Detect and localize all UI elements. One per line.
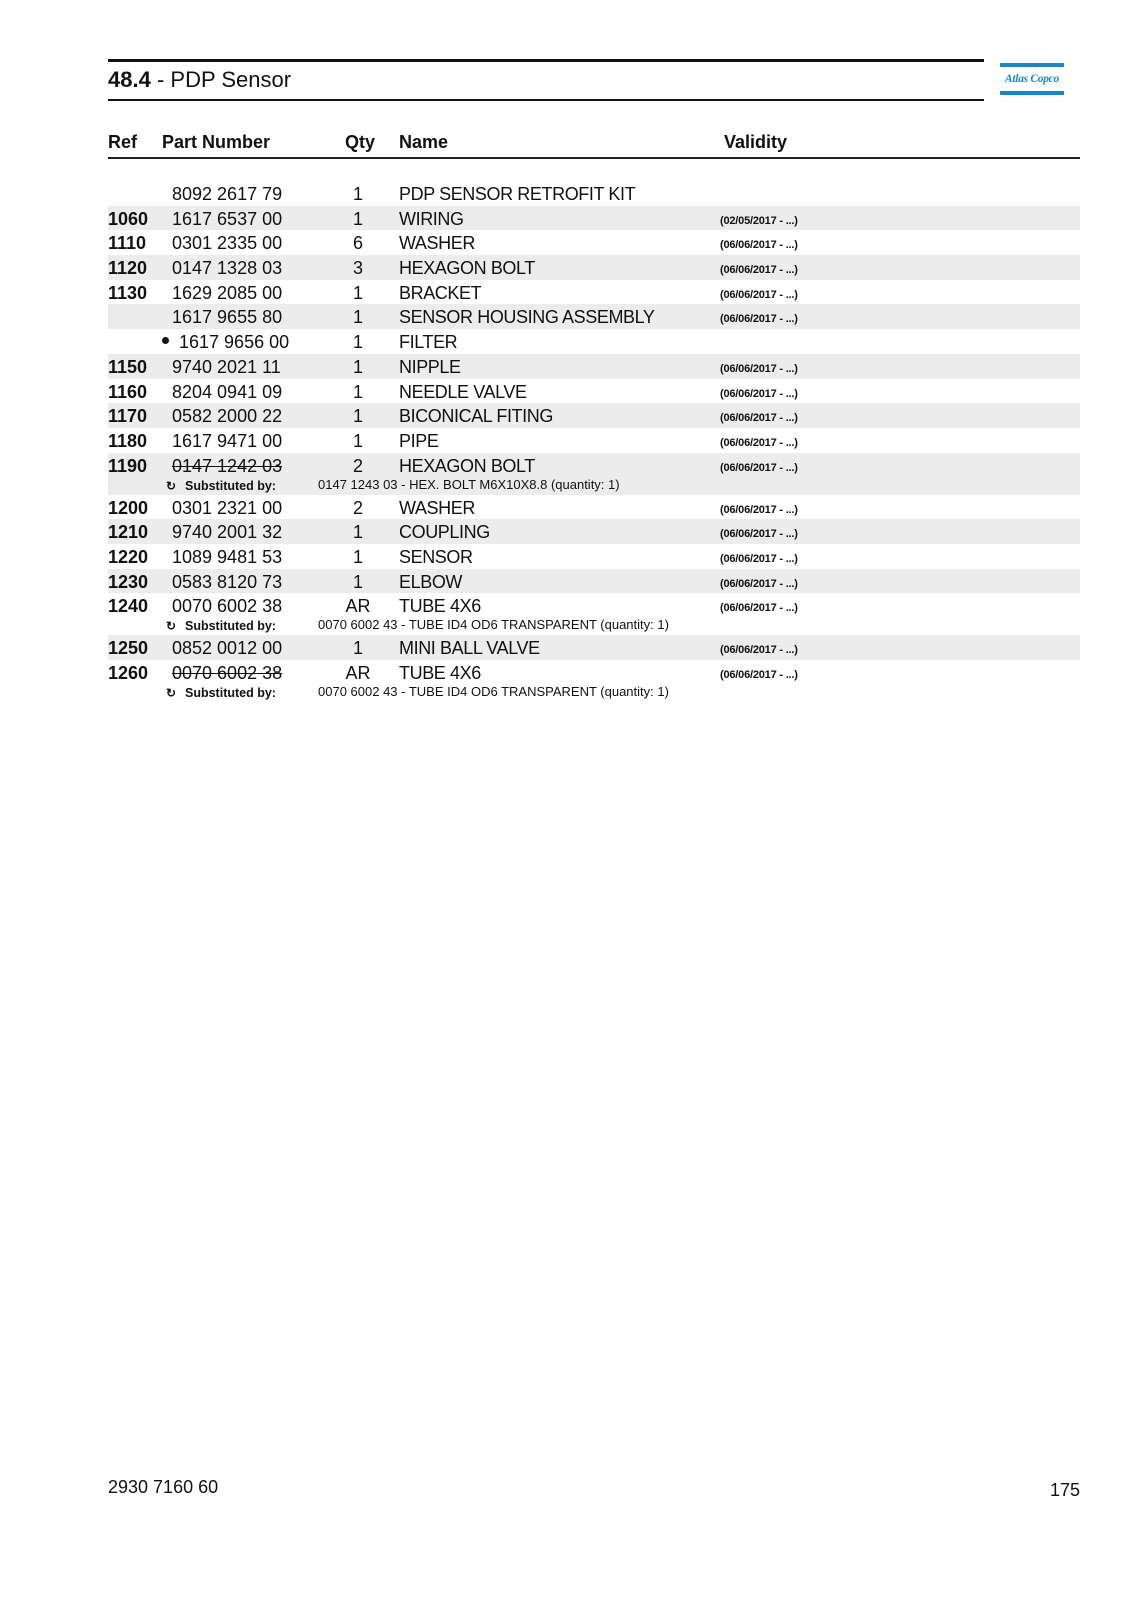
part-number-text: 1617 9656 00: [179, 332, 290, 353]
table-row: [108, 329, 1080, 354]
ref-cell: 1180: [108, 430, 148, 451]
part-number-text: 0070 6002 38: [172, 596, 283, 617]
part-number-text: 0070 6002 38: [172, 663, 283, 683]
validity-cell: (06/06/2017 - ...): [720, 644, 798, 657]
part-number-text: 8204 0941 09: [172, 381, 283, 402]
table-row: [108, 428, 1080, 453]
name-cell: TUBE 4X6: [399, 596, 481, 617]
substituted-by-text: Substituted by:: [185, 619, 276, 634]
brand-logo: [1000, 63, 1064, 95]
column-header-validity: Validity: [724, 132, 788, 152]
part-number-cell: [162, 331, 289, 353]
title-separator: -: [150, 67, 171, 92]
section-number: 48.4: [108, 67, 151, 92]
ref-cell: 1250: [108, 638, 149, 659]
page-number: 175: [1049, 1480, 1080, 1500]
qty-cell: AR: [345, 596, 371, 617]
qty-cell: 1: [352, 406, 363, 427]
part-number-text: 8092 2617 79: [172, 184, 283, 204]
qty-cell: 2: [352, 497, 363, 518]
refresh-icon: ↻: [166, 619, 177, 634]
part-number-cell: [172, 455, 282, 477]
part-number-text: 0301 2335 00: [172, 233, 283, 254]
name-cell: ELBOW: [399, 571, 463, 592]
column-header-qty: Qty: [345, 132, 376, 152]
ref-cell: 1260: [108, 663, 149, 683]
table-row: [108, 453, 1080, 495]
ref-cell: 1130: [108, 282, 148, 303]
table-row: [108, 403, 1080, 428]
document-number: 2930 7160 60: [108, 1477, 219, 1497]
name-cell: SENSOR HOUSING ASSEMBLY: [399, 307, 655, 328]
validity-cell: (06/06/2017 - ...): [720, 362, 798, 375]
ref-cell: 1060: [108, 208, 149, 229]
name-cell: BICONICAL FITING: [399, 406, 553, 427]
validity-cell: (06/06/2017 - ...): [720, 669, 798, 681]
ref-cell: 1220: [108, 546, 149, 567]
validity-cell: (06/06/2017 - ...): [720, 602, 798, 615]
ref-cell: 1230: [108, 571, 149, 592]
ref-cell: 1190: [108, 455, 148, 476]
part-number-text: 1629 2085 00: [172, 282, 283, 303]
part-number-text: 1089 9481 53: [172, 546, 283, 567]
name-cell: WIRING: [399, 208, 464, 229]
qty-cell: 1: [352, 381, 363, 402]
table-row: [108, 495, 1080, 520]
validity-cell: (06/06/2017 - ...): [720, 503, 798, 516]
table-row: [108, 230, 1080, 255]
part-number-cell: [172, 257, 282, 279]
qty-cell: 3: [352, 258, 363, 279]
qty-cell: 1: [352, 356, 363, 377]
qty-cell: 1: [352, 307, 363, 328]
table-row: [108, 354, 1080, 379]
logo-bar-top: [1000, 63, 1064, 67]
column-header-part-number: Part Number: [162, 132, 271, 152]
logo-wordmark: Atlas Copco: [1005, 73, 1059, 85]
name-cell: NIPPLE: [399, 356, 461, 377]
table-row: [108, 544, 1080, 569]
name-cell: PDP SENSOR RETROFIT KIT: [399, 184, 636, 204]
table-row: [108, 519, 1080, 544]
substituted-by-text: Substituted by:: [185, 478, 276, 493]
part-number-text: 9740 2001 32: [172, 522, 283, 543]
name-cell: WASHER: [399, 233, 475, 254]
name-cell: PIPE: [399, 430, 439, 451]
name-cell: WASHER: [399, 497, 475, 518]
part-number-cell: [172, 497, 282, 519]
ref-cell: 1200: [108, 497, 149, 518]
table-header-rule: [108, 157, 1080, 159]
qty-cell: 1: [352, 430, 363, 451]
part-number-cell: [172, 232, 282, 254]
qty-cell: 1: [352, 282, 363, 303]
part-number-cell: [172, 430, 282, 452]
part-number-text: 9740 2021 11: [172, 356, 281, 377]
table-row: [108, 206, 1080, 231]
column-header-name: Name: [399, 132, 449, 152]
table-row: [108, 593, 1080, 635]
name-cell: HEXAGON BOLT: [399, 455, 535, 476]
name-cell: SENSOR: [399, 546, 473, 567]
validity-cell: (06/06/2017 - ...): [720, 264, 798, 277]
part-number-cell: [172, 405, 282, 427]
part-number-text: 1617 9655 80: [172, 307, 283, 328]
section-title: PDP Sensor: [170, 67, 292, 92]
substitute-part-text: 0070 6002 43 - TUBE ID4 OD6 TRANSPARENT (quantity: 1): [318, 684, 669, 699]
ref-cell: 1160: [108, 381, 148, 402]
validity-cell: (02/05/2017 - ...): [720, 214, 798, 227]
part-number-text: 1617 9471 00: [172, 430, 283, 451]
validity-cell: (06/06/2017 - ...): [720, 288, 798, 301]
part-number-text: 1617 6537 00: [172, 208, 283, 229]
part-number-cell: [172, 356, 281, 378]
qty-cell: 1: [352, 638, 363, 659]
validity-cell: (06/06/2017 - ...): [720, 528, 798, 541]
part-number-cell: [172, 595, 282, 617]
column-header-ref: Ref: [108, 132, 138, 152]
part-number-text: 0147 1242 03: [172, 455, 283, 476]
substitute-part-text: 0070 6002 43 - TUBE ID4 OD6 TRANSPARENT (quantity: 1): [318, 617, 669, 633]
logo-bar-bottom: [1000, 91, 1064, 95]
table-row: [108, 181, 1080, 206]
part-number-cell: [172, 571, 282, 593]
table-row: [108, 304, 1080, 329]
ref-cell: 1120: [108, 258, 148, 279]
part-number-cell: [172, 521, 282, 543]
part-number-cell: [172, 183, 282, 205]
qty-cell: 2: [352, 455, 363, 476]
parts-table: [108, 181, 1080, 702]
page-title: [108, 65, 291, 95]
substituted-by-text: Substituted by:: [185, 686, 276, 700]
table-row: [108, 635, 1080, 660]
qty-cell: AR: [345, 663, 371, 683]
part-number-text: 0852 0012 00: [172, 638, 283, 659]
part-number-cell: [172, 662, 282, 684]
qty-cell: 1: [352, 184, 363, 204]
ref-cell: 1110: [108, 233, 147, 254]
substituted-by-label: [166, 478, 276, 494]
qty-cell: 6: [352, 233, 363, 254]
qty-cell: 1: [352, 571, 363, 592]
part-number-text: 0301 2321 00: [172, 497, 283, 518]
validity-cell: (06/06/2017 - ...): [720, 387, 798, 400]
part-number-cell: [172, 637, 282, 659]
part-number-text: 0147 1328 03: [172, 258, 283, 279]
name-cell: BRACKET: [399, 282, 482, 303]
validity-cell: (06/06/2017 - ...): [720, 577, 798, 590]
validity-cell: (06/06/2017 - ...): [720, 461, 798, 474]
refresh-icon: ↻: [166, 478, 177, 493]
ref-cell: 1170: [108, 406, 148, 427]
ref-cell: 1210: [108, 522, 149, 543]
name-cell: TUBE 4X6: [399, 663, 481, 683]
sub-item-bullet-icon: [162, 337, 169, 344]
part-number-cell: [172, 306, 282, 328]
validity-cell: (06/06/2017 - ...): [720, 313, 798, 326]
part-number-cell: [172, 381, 282, 403]
ref-cell: 1150: [108, 356, 148, 377]
substitute-part-text: 0147 1243 03 - HEX. BOLT M6X10X8.8 (quantity: 1): [318, 476, 620, 492]
name-cell: FILTER: [399, 332, 458, 353]
validity-cell: (06/06/2017 - ...): [720, 436, 798, 449]
table-row: [108, 255, 1080, 280]
validity-cell: (06/06/2017 - ...): [720, 412, 798, 425]
name-cell: MINI BALL VALVE: [399, 638, 540, 659]
part-number-cell: [172, 208, 282, 230]
name-cell: HEXAGON BOLT: [399, 258, 535, 279]
validity-cell: (06/06/2017 - ...): [720, 552, 798, 565]
table-row: [108, 280, 1080, 305]
table-row: [108, 660, 1080, 702]
table-row: [108, 379, 1080, 404]
substituted-by-label: [166, 685, 276, 701]
qty-cell: 1: [352, 522, 363, 543]
table-header: [108, 132, 1080, 158]
validity-cell: (06/06/2017 - ...): [720, 239, 798, 252]
name-cell: COUPLING: [399, 522, 490, 543]
qty-cell: 1: [352, 546, 363, 567]
table-row: [108, 569, 1080, 594]
part-number-cell: [172, 282, 282, 304]
header-bottom-rule: [108, 99, 984, 101]
qty-cell: 1: [352, 332, 363, 353]
substituted-by-label: [166, 618, 276, 634]
qty-cell: 1: [352, 208, 363, 229]
part-number-text: 0583 8120 73: [172, 571, 283, 592]
part-number-text: 0582 2000 22: [172, 406, 283, 427]
ref-cell: 1240: [108, 596, 149, 617]
part-number-cell: [172, 546, 282, 568]
header-top-rule: [108, 59, 984, 62]
refresh-icon: ↻: [166, 686, 177, 700]
name-cell: NEEDLE VALVE: [399, 381, 527, 402]
